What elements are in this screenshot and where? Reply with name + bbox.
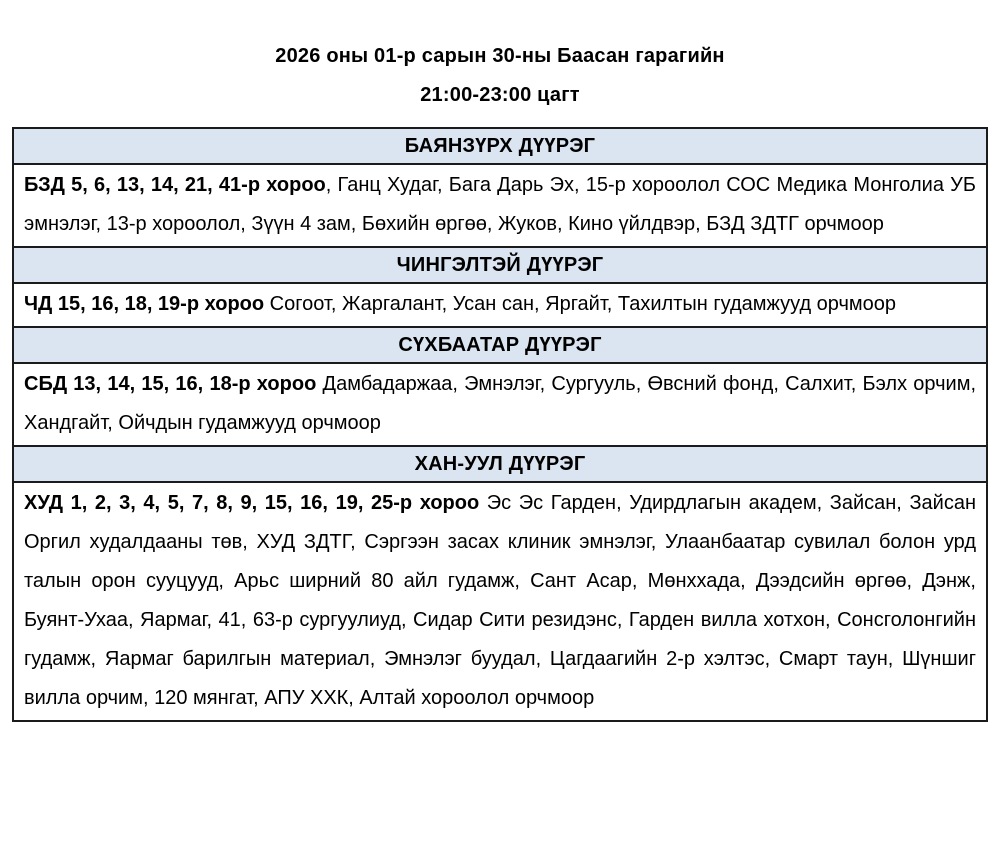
area-list-sukhbaatar: Дамбадаржаа, Эмнэлэг, Сургууль, Өвсний фонд, Салхит, Бэлх орчим, Хандгайт, Ойчдын гудамжууд орчмоор [24,373,977,434]
notice-date-title: 2026 оны 01-р сарын 30-ны Баасан гарагийн [275,45,725,67]
district-areas-sukhbaatar [14,364,986,445]
khoroo-list-sukhbaatar: СБД 13, 14, 15, 16, 18-р хороо [24,373,317,395]
section-chingeltei [14,246,986,326]
district-outage-table [12,127,988,722]
district-header-sukhbaatar: СҮХБААТАР ДҮҮРЭГ [14,326,986,364]
district-areas-bayanzurkh [14,165,986,246]
area-list-bayanzurkh: , Ганц Худаг, Бага Дарь Эх, 15-р хороолол СОС Медика Монголиа УБ эмнэлэг, 13-р хороолол, Зүүн 4 зам, Бөхийн өргөө, Жуков, Кино үйлдвэр, БЗД ЗДТГ орчмоор [24,174,976,235]
notice-time-title: 21:00-23:00 цагт [420,84,580,106]
district-areas-khan-uul [14,483,986,720]
khoroo-list-bayanzurkh: БЗД 5, 6, 13, 14, 21, 41-р хороо [24,174,326,196]
khoroo-list-khan-uul: ХУД 1, 2, 3, 4, 5, 7, 8, 9, 15, 16, 19, 25-р хороо [24,492,480,514]
notice-title-block [0,0,1000,106]
district-header-chingeltei: ЧИНГЭЛТЭЙ ДҮҮРЭГ [14,246,986,284]
area-list-chingeltei: Согоот, Жаргалант, Усан сан, Яргайт, Тахилтын гудамжууд орчмоор [264,293,897,315]
area-list-khan-uul: Эс Эс Гарден, Удирдлагын академ, Зайсан, Зайсан Оргил худалдааны төв, ХУД ЗДТГ, Сэргээн засах клиник эмнэлэг, Улаанбаатар сувилал болон урд талын орон сууцууд, Арьс ширний 80 айл гудамж, Сант Асар, Мөнххада, Дээдсийн өргөө, Дэнж, Буянт-Ухаа, Яармаг, 41, 63-р сургуулиуд, Сидар Сити резидэнс, Гарден вилла хотхон, Сонсголонгийн гудамж, Яармаг барилгын материал, Эмнэлэг буудал, Цагдаагийн 2-р хэлтэс, Смарт таун, Шүншиг вилла орчим, 120 мянгат, АПУ ХХК, Алтай хороолол орчмоор [24,492,976,709]
district-areas-chingeltei [14,284,986,326]
district-header-bayanzurkh: БАЯНЗҮРХ ДҮҮРЭГ [14,129,986,165]
section-bayanzurkh [14,129,986,246]
district-header-khan-uul: ХАН-УУЛ ДҮҮРЭГ [14,445,986,483]
khoroo-list-chingeltei: ЧД 15, 16, 18, 19-р хороо [24,293,265,315]
section-sukhbaatar [14,326,986,445]
section-khan-uul [14,445,986,720]
